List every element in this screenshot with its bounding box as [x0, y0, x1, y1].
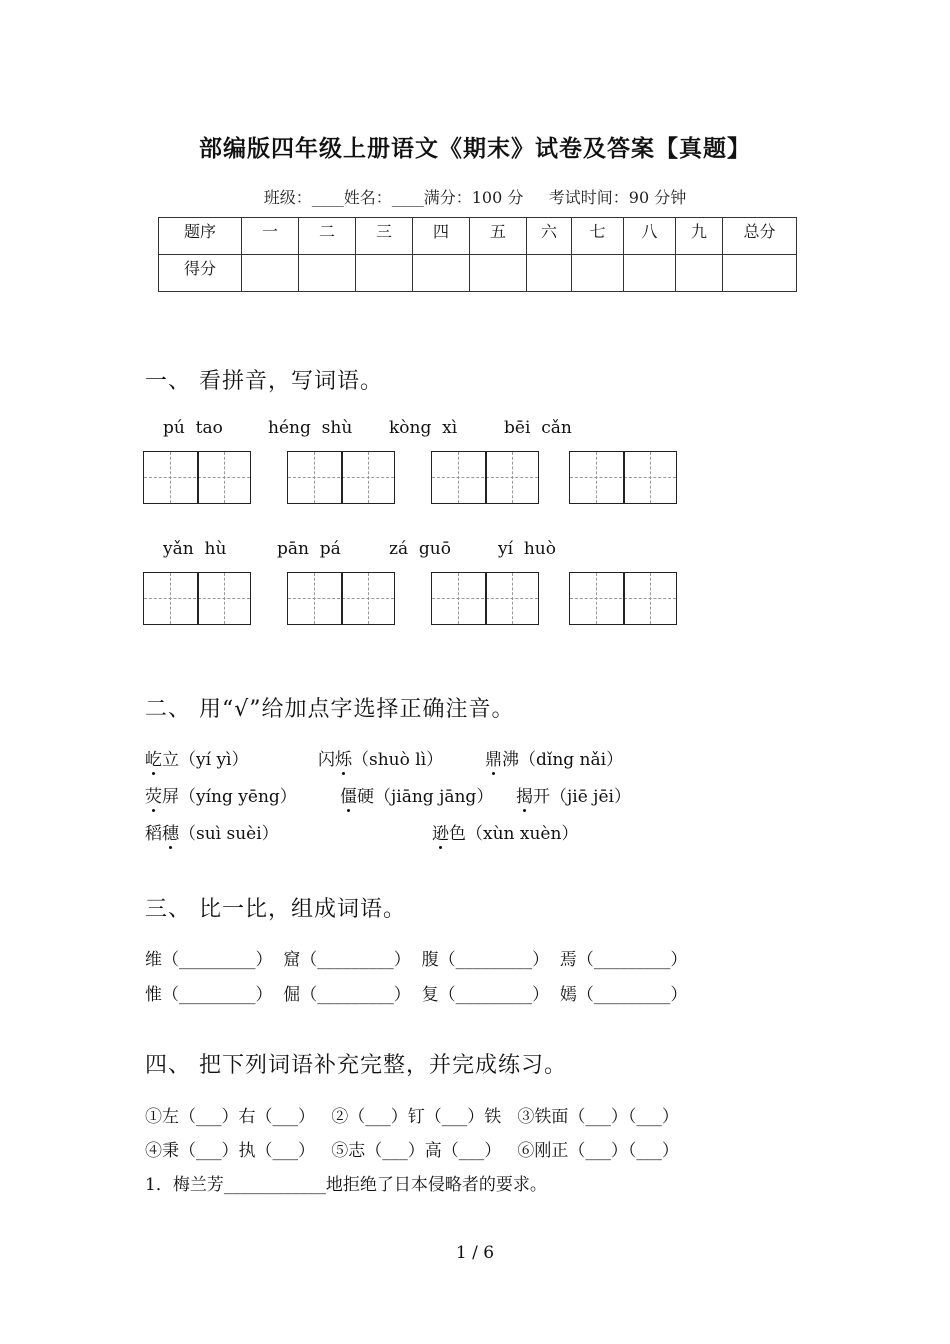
phonetic-item[interactable]: [340, 782, 493, 807]
score-table-header-row: [159, 218, 797, 255]
writing-grid-box[interactable]: [569, 451, 677, 504]
phonetic-options: 开（jiē jēi）: [533, 787, 631, 807]
plain-char: 闪: [318, 750, 335, 770]
table-cell: 一: [242, 218, 299, 255]
table-cell: 六: [527, 218, 572, 255]
student-info-line: 班级：____姓名：____满分：100 分 考试时间：90 分钟: [263, 188, 687, 207]
score-table: [158, 217, 797, 292]
phonetic-item[interactable]: [485, 745, 623, 770]
table-cell: 得分: [159, 255, 242, 292]
page-number: 1 / 6: [455, 1243, 495, 1263]
table-cell: 九: [676, 218, 723, 255]
idiom-fill-line[interactable]: ④秉（___）执（___） ⑤志（___）高（___） ⑥刚正（___）（___）: [145, 1141, 679, 1161]
dotted-char: 揭: [516, 782, 533, 807]
pinyin-label: pān pá: [277, 539, 341, 559]
phonetic-item[interactable]: [516, 782, 631, 807]
dotted-char: 荧: [145, 782, 162, 807]
pinyin-label: pú tao: [163, 418, 223, 438]
score-input-cell[interactable]: [242, 255, 299, 292]
phonetic-options: 硬（jiāng jāng）: [357, 787, 494, 807]
idiom-fill-line[interactable]: ①左（___）右（___） ②（___）钉（___）铁 ③铁面（___）（___）: [145, 1107, 679, 1127]
phonetic-item[interactable]: [145, 782, 297, 807]
dotted-char: 逊: [432, 819, 449, 844]
writing-grid-box[interactable]: [287, 572, 395, 625]
phonetic-item[interactable]: [318, 745, 443, 770]
exercise-sentence[interactable]: 1．梅兰芳____________地拒绝了日本侵略者的要求。: [145, 1175, 547, 1195]
writing-grid-box[interactable]: [431, 451, 539, 504]
writing-grid-box[interactable]: [287, 451, 395, 504]
phonetic-options: （shuò lì）: [352, 750, 444, 770]
section-4-heading: 四、 把下列词语补充完整，并完成练习。: [145, 1053, 567, 1078]
page-title: 部编版四年级上册语文《期末》试卷及答案【真题】: [199, 135, 751, 162]
table-cell: 二: [299, 218, 356, 255]
dotted-char: 僵: [340, 782, 357, 807]
pinyin-label: bēi cǎn: [504, 418, 572, 438]
score-input-cell[interactable]: [676, 255, 723, 292]
score-input-cell[interactable]: [723, 255, 797, 292]
table-cell: 四: [413, 218, 470, 255]
section-3-heading: 三、 比一比，组成词语。: [145, 897, 406, 922]
pinyin-label: yí huò: [498, 539, 556, 559]
writing-grid-box[interactable]: [431, 572, 539, 625]
table-cell: 五: [470, 218, 527, 255]
plain-char: 稻: [145, 824, 162, 844]
pinyin-label: zá guō: [389, 539, 451, 559]
section-2-heading: 二、 用“√”给加点字选择正确注音。: [145, 697, 515, 722]
table-cell: 三: [356, 218, 413, 255]
score-table-score-row: [159, 255, 797, 292]
score-input-cell[interactable]: [624, 255, 676, 292]
pinyin-label: héng shù: [268, 418, 353, 438]
dotted-char: 穗: [162, 819, 179, 844]
score-input-cell[interactable]: [299, 255, 356, 292]
dotted-char: 鼎: [485, 745, 502, 770]
phonetic-options: 立（yí yì）: [162, 750, 249, 770]
score-input-cell[interactable]: [356, 255, 413, 292]
score-input-cell[interactable]: [470, 255, 527, 292]
phonetic-options: 色（xùn xuèn）: [449, 824, 579, 844]
score-input-cell[interactable]: [572, 255, 624, 292]
section-1-heading: 一、 看拼音，写词语。: [145, 369, 383, 394]
writing-grid-box[interactable]: [143, 572, 251, 625]
table-cell: 八: [624, 218, 676, 255]
writing-grid-box[interactable]: [143, 451, 251, 504]
table-cell: 七: [572, 218, 624, 255]
pinyin-label: yǎn hù: [163, 539, 227, 559]
pinyin-label: kòng xì: [389, 418, 458, 438]
table-cell: 题序: [159, 218, 242, 255]
word-compare-line[interactable]: 维（_________） 窟（_________） 腹（_________） 焉（_________）: [145, 950, 688, 970]
phonetic-item[interactable]: [432, 819, 578, 844]
dotted-char: 烁: [335, 745, 352, 770]
dotted-char: 屹: [145, 745, 162, 770]
table-cell: 总分: [723, 218, 797, 255]
score-input-cell[interactable]: [413, 255, 470, 292]
phonetic-options: 屏（yíng yēng）: [162, 787, 297, 807]
writing-grid-box[interactable]: [569, 572, 677, 625]
phonetic-item[interactable]: [145, 745, 249, 770]
phonetic-options: （suì suèi）: [179, 824, 279, 844]
word-compare-line[interactable]: 惟（_________） 倔（_________） 复（_________） 嫣（_________）: [145, 985, 688, 1005]
phonetic-item[interactable]: [145, 819, 279, 844]
score-input-cell[interactable]: [527, 255, 572, 292]
phonetic-options: 沸（dǐng nǎi）: [502, 750, 624, 770]
